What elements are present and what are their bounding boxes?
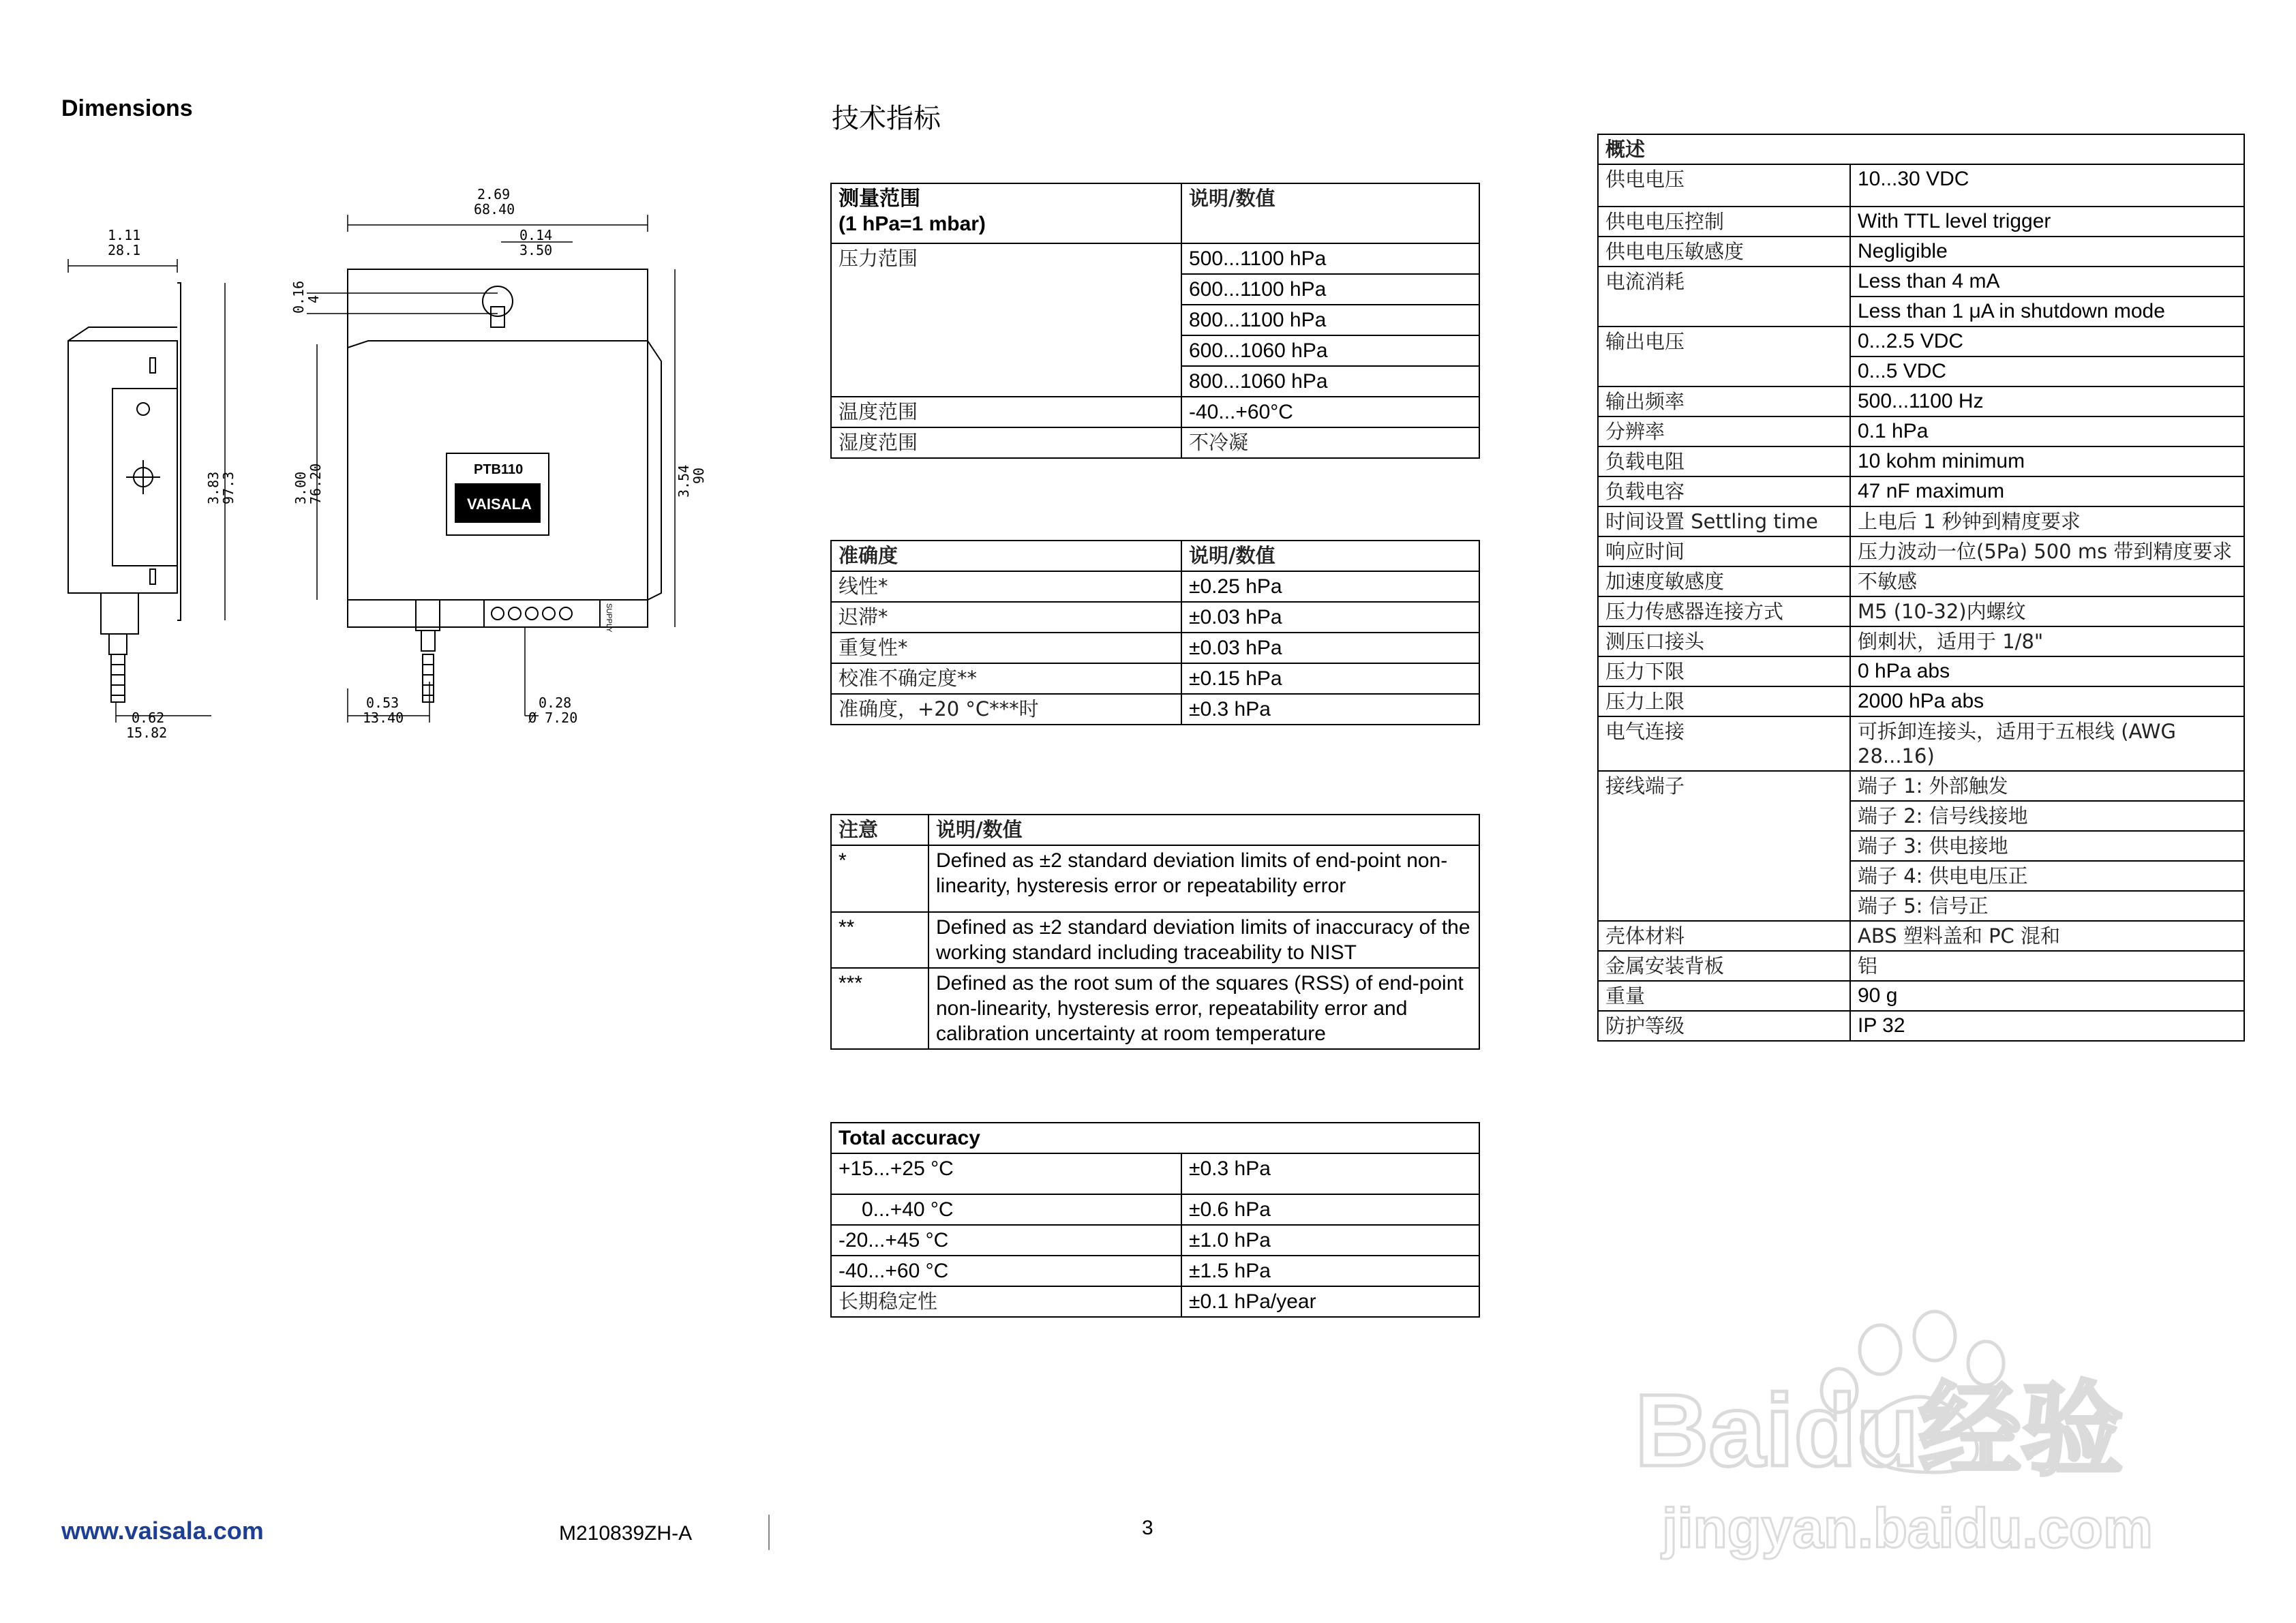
- pressure-range-value: 600...1060 hPa: [1181, 335, 1479, 366]
- spec-value: 0...5 VDC: [1850, 357, 2244, 386]
- dim-label-6: 3.00: [292, 471, 309, 504]
- note-text: Defined as ±2 standard deviation limits of end-point non-linearity, hysteresis error or repeatability error: [928, 845, 1479, 912]
- dimension-drawing: [48, 184, 757, 770]
- spec-value: 0...2.5 VDC: [1850, 327, 2244, 357]
- accuracy-table: [830, 540, 1480, 725]
- accuracy-head: 准确度: [831, 541, 1181, 571]
- baidu-watermark: [1614, 1295, 2173, 1595]
- spec-value: 500...1100 Hz: [1850, 386, 2244, 416]
- spec-label: 接线端子: [1598, 771, 1850, 921]
- dim-label-4-mm: 4: [305, 294, 322, 303]
- measurement-range-table: [830, 183, 1480, 459]
- accuracy-row-value: ±0.15 hPa: [1181, 663, 1479, 694]
- dim-label-10-mm: Ø 7.20: [528, 710, 578, 726]
- connector-label: SUPPLY: [605, 603, 613, 633]
- total-accuracy-range: -20...+45 °C: [831, 1225, 1181, 1256]
- document-number: M210839ZH-A: [559, 1522, 693, 1545]
- dim-label-5: 3.83: [205, 471, 222, 504]
- dim-label-9-mm: 13.40: [363, 710, 404, 726]
- spec-label: 压力上限: [1598, 686, 1850, 716]
- spec-label: 重量: [1598, 981, 1850, 1011]
- accuracy-row-value: ±0.25 hPa: [1181, 571, 1479, 602]
- long-term-stability-value: ±0.1 hPa/year: [1181, 1286, 1479, 1317]
- accuracy-row-value: ±0.03 hPa: [1181, 602, 1479, 633]
- spec-label: 电气连接: [1598, 716, 1850, 771]
- value-head: 说明/数值: [928, 815, 1479, 845]
- spec-label: 输出电压: [1598, 327, 1850, 386]
- total-accuracy-value: ±0.3 hPa: [1181, 1153, 1479, 1194]
- dim-label-1-mm: 28.1: [108, 242, 141, 258]
- dim-label-6-mm: 76.20: [307, 463, 324, 504]
- humidity-range-label: 湿度范围: [831, 427, 1181, 458]
- pressure-range-value: 600...1100 hPa: [1181, 274, 1479, 305]
- spec-value: 可拆卸连接头，适用于五根线 (AWG 28...16): [1850, 716, 2244, 771]
- spec-label: 防护等级: [1598, 1011, 1850, 1041]
- dimensions-heading: Dimensions: [61, 95, 193, 121]
- spec-value: 端子 2: 信号线接地: [1850, 801, 2244, 831]
- spec-label: 输出频率: [1598, 386, 1850, 416]
- pressure-range-value: 500...1100 hPa: [1181, 243, 1479, 274]
- device-brand-label: VAISALA: [467, 496, 532, 513]
- spec-value: Less than 4 mA: [1850, 267, 2244, 297]
- spec-value: With TTL level trigger: [1850, 207, 2244, 237]
- spec-value: 铝: [1850, 951, 2244, 981]
- spec-value: Less than 1 μA in shutdown mode: [1850, 297, 2244, 327]
- spec-value: 10 kohm minimum: [1850, 446, 2244, 476]
- spec-value: Negligible: [1850, 237, 2244, 267]
- spec-label: 负载电容: [1598, 476, 1850, 506]
- dimension-drawing-svg: [48, 184, 757, 770]
- note-marker: ***: [831, 968, 928, 1049]
- spec-label: 分辨率: [1598, 416, 1850, 446]
- total-accuracy-head: Total accuracy: [831, 1123, 1479, 1153]
- spec-value: 压力波动一位(5Pa) 500 ms 带到精度要求: [1850, 536, 2244, 566]
- page-number: 3: [1142, 1517, 1153, 1539]
- dim-label-7-mm: 90: [691, 467, 707, 484]
- notes-table: [830, 814, 1480, 1050]
- measurement-range-head: 测量范围 (1 hPa=1 mbar): [831, 183, 1181, 243]
- spec-label: 金属安装背板: [1598, 951, 1850, 981]
- watermark-brand: Baidu经验: [1635, 1373, 2124, 1487]
- accuracy-row-label: 迟滞*: [831, 602, 1181, 633]
- note-marker: **: [831, 912, 928, 968]
- total-accuracy-range: +15...+25 °C: [831, 1153, 1181, 1194]
- footer-divider: [768, 1515, 770, 1550]
- dim-label-8-mm: 15.82: [126, 725, 168, 741]
- spec-label: 负载电阻: [1598, 446, 1850, 476]
- spec-label: 供电电压: [1598, 164, 1850, 207]
- total-accuracy-value: ±1.5 hPa: [1181, 1256, 1479, 1286]
- spec-value: 端子 4: 供电电压正: [1850, 861, 2244, 891]
- total-accuracy-range: -40...+60 °C: [831, 1256, 1181, 1286]
- dim-label-2: 2.69: [477, 186, 511, 202]
- baidu-watermark-graphic: [1614, 1295, 2173, 1595]
- accuracy-row-value: ±0.03 hPa: [1181, 633, 1479, 663]
- watermark-url: jingyan.baidu.com: [1662, 1498, 2153, 1560]
- spec-label: 加速度敏感度: [1598, 566, 1850, 596]
- spec-value: IP 32: [1850, 1011, 2244, 1041]
- value-head: 说明/数值: [1181, 541, 1479, 571]
- spec-label: 压力下限: [1598, 656, 1850, 686]
- dim-label-3-mm: 3.50: [519, 242, 553, 258]
- overview-table: [1597, 134, 2245, 1042]
- long-term-stability-label: 长期稳定性: [831, 1286, 1181, 1317]
- spec-value: 上电后 1 秒钟到精度要求: [1850, 506, 2244, 536]
- spec-value: 47 nF maximum: [1850, 476, 2244, 506]
- note-marker: *: [831, 845, 928, 912]
- spec-label: 测压口接头: [1598, 626, 1850, 656]
- spec-value: 不敏感: [1850, 566, 2244, 596]
- tech-spec-heading: 技术指标: [832, 103, 941, 134]
- overview-head: 概述: [1598, 134, 2244, 164]
- total-accuracy-value: ±0.6 hPa: [1181, 1194, 1479, 1225]
- dim-label-1: 1.11: [108, 227, 141, 243]
- spec-label: 压力传感器连接方式: [1598, 596, 1850, 626]
- dim-label-8: 0.62: [132, 710, 165, 726]
- total-accuracy-value: ±1.0 hPa: [1181, 1225, 1479, 1256]
- note-text: Defined as the root sum of the squares (RSS) of end-point non-linearity, hysteresis error, repeatability error and calibration uncertainty at room temperature: [928, 968, 1479, 1049]
- spec-label: 供电电压敏感度: [1598, 237, 1850, 267]
- spec-value: 倒刺状，适用于 1/8": [1850, 626, 2244, 656]
- pressure-range-label: 压力范围: [831, 243, 1181, 397]
- accuracy-row-label: 校准不确定度**: [831, 663, 1181, 694]
- accuracy-row-label: 线性*: [831, 571, 1181, 602]
- website-link[interactable]: www.vaisala.com: [61, 1517, 264, 1545]
- total-accuracy-range: 0...+40 °C: [831, 1194, 1181, 1225]
- spec-value: 端子 1: 外部触发: [1850, 771, 2244, 801]
- spec-value: 10...30 VDC: [1850, 164, 2244, 207]
- total-accuracy-table: [830, 1122, 1480, 1318]
- dim-label-3: 0.14: [519, 227, 553, 243]
- dim-label-7: 3.54: [676, 464, 692, 498]
- spec-label: 供电电压控制: [1598, 207, 1850, 237]
- dim-label-9: 0.53: [366, 695, 399, 711]
- notes-head: 注意: [831, 815, 928, 845]
- dim-label-4: 0.16: [290, 280, 307, 314]
- temperature-range-value: -40...+60°C: [1181, 397, 1479, 427]
- spec-value: 端子 5: 信号正: [1850, 891, 2244, 921]
- spec-value: 0.1 hPa: [1850, 416, 2244, 446]
- spec-value: 2000 hPa abs: [1850, 686, 2244, 716]
- pressure-range-value: 800...1060 hPa: [1181, 366, 1479, 397]
- spec-label: 时间设置 Settling time: [1598, 506, 1850, 536]
- spec-value: ABS 塑料盖和 PC 混和: [1850, 921, 2244, 951]
- humidity-range-value: 不冷凝: [1181, 427, 1479, 458]
- accuracy-row-label: 准确度，+20 °C***时: [831, 694, 1181, 725]
- spec-label: 壳体材料: [1598, 921, 1850, 951]
- dim-label-10: 0.28: [539, 695, 572, 711]
- temperature-range-label: 温度范围: [831, 397, 1181, 427]
- pressure-range-value: 800...1100 hPa: [1181, 305, 1479, 335]
- device-model-label: PTB110: [474, 462, 524, 477]
- spec-value: 90 g: [1850, 981, 2244, 1011]
- accuracy-row-label: 重复性*: [831, 633, 1181, 663]
- spec-label: 电流消耗: [1598, 267, 1850, 327]
- spec-value: 0 hPa abs: [1850, 656, 2244, 686]
- dim-label-2-mm: 68.40: [474, 201, 515, 217]
- value-head: 说明/数值: [1181, 183, 1479, 243]
- spec-value: M5 (10-32)内螺纹: [1850, 596, 2244, 626]
- note-text: Defined as ±2 standard deviation limits of inaccuracy of the working standard including traceability to NIST: [928, 912, 1479, 968]
- spec-value: 端子 3: 供电接地: [1850, 831, 2244, 861]
- dim-label-5-mm: 97.3: [220, 471, 237, 504]
- spec-label: 响应时间: [1598, 536, 1850, 566]
- accuracy-row-value: ±0.3 hPa: [1181, 694, 1479, 725]
